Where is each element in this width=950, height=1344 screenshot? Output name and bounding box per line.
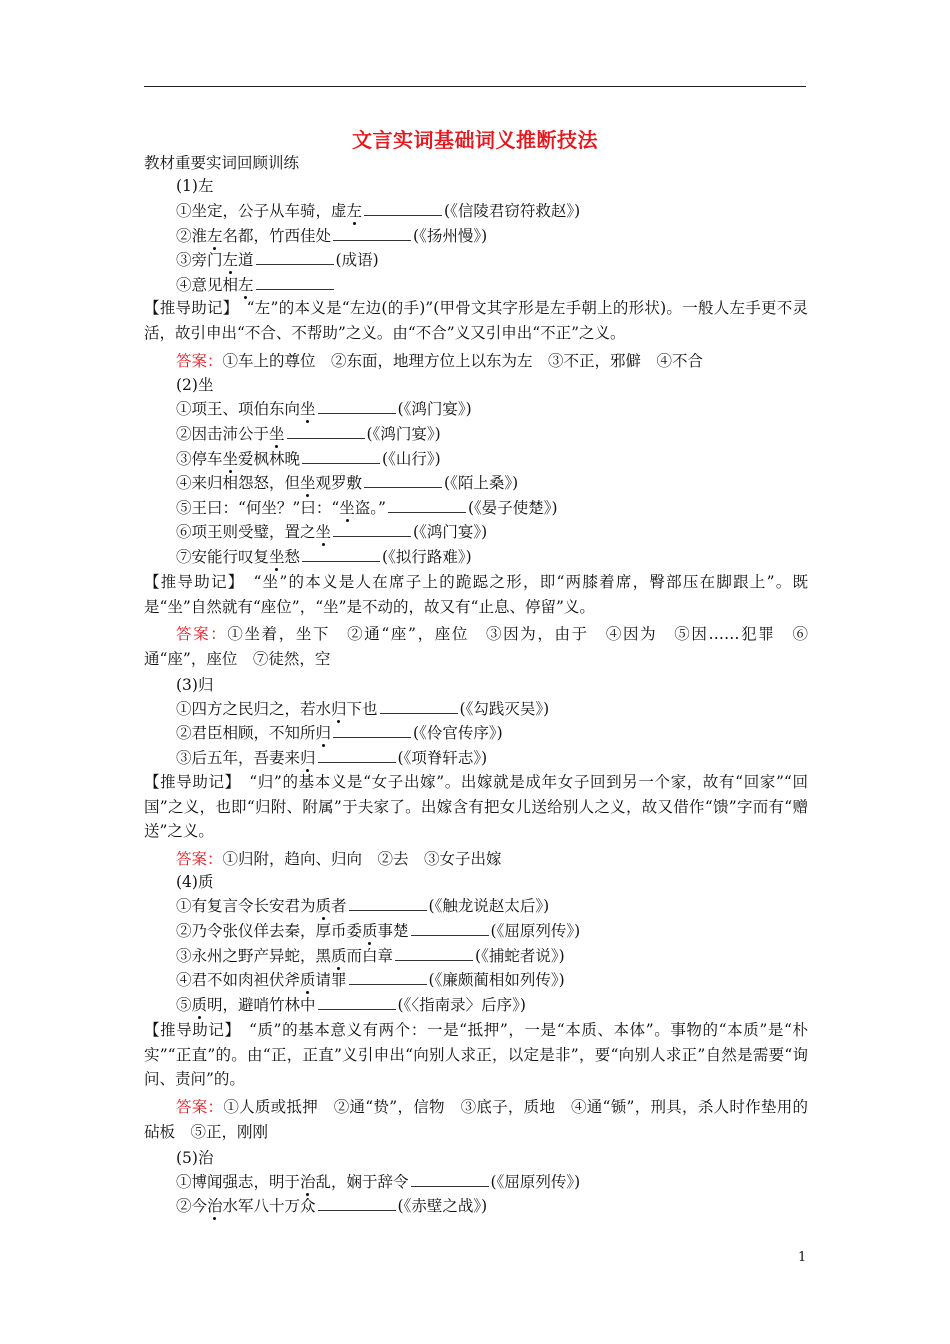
answer-blank[interactable]	[256, 275, 334, 290]
exercise-item	[176, 274, 336, 296]
item-source: (《鸿门宴》)	[413, 523, 488, 541]
item-text-after: 水军八十万众	[222, 1197, 316, 1215]
item-text: ②君臣相顾，不知所	[176, 724, 316, 742]
section-heading: (4)质	[176, 873, 214, 891]
item-text-after: 事楚	[377, 922, 409, 940]
item-source: (《赤壁之战》)	[397, 1197, 488, 1215]
emphasized-char: 质	[362, 922, 378, 940]
item-text: ⑤	[176, 996, 192, 1014]
item-source: (《屈原列传》)	[490, 922, 581, 940]
emphasized-char: 左	[238, 276, 254, 294]
item-source: (《拟行路难》)	[382, 548, 472, 566]
derivation-note	[144, 770, 808, 844]
emphasized-char: 质	[331, 947, 347, 965]
exercise-item	[176, 1171, 580, 1193]
answer-block	[144, 349, 808, 374]
answer-label: 答案：	[176, 1098, 224, 1116]
item-text-after: 乱，娴于辞令	[315, 1173, 409, 1191]
item-text-after: 请罪	[315, 971, 347, 989]
item-text-after: 者	[331, 897, 347, 915]
answer-blank[interactable]	[333, 723, 411, 738]
item-text: ③旁门	[176, 251, 223, 269]
exercise-item	[176, 423, 441, 445]
emphasized-char: 坐	[269, 548, 285, 566]
emphasized-char: 质	[191, 996, 208, 1014]
answer-label: 答案：	[176, 625, 228, 643]
emphasized-char: 坐	[339, 499, 355, 517]
emphasized-char: 质	[300, 971, 316, 989]
emphasized-char: 坐	[222, 450, 239, 468]
item-text: ①博闻强志，明于	[176, 1173, 301, 1191]
exercise-item	[176, 747, 487, 769]
item-text: ③停车	[176, 450, 223, 468]
item-text: ①项王、项伯东向	[176, 400, 301, 418]
item-source: (《触龙说赵太后》)	[428, 897, 550, 915]
note-label: 【推导助记】	[144, 573, 237, 591]
item-text-after: 愁	[284, 548, 301, 566]
answer-text: ①车上的尊位 ②东面，地理方位上以东为左 ③不正，邪僻 ④不合	[222, 352, 704, 370]
answer-label: 答案：	[176, 352, 223, 370]
section-heading: (3)归	[176, 676, 214, 694]
item-text: ⑤王曰：“何坐？”曰：“	[176, 499, 340, 517]
page-title: 文言实词基础词义推断技法	[352, 128, 598, 152]
answer-blank[interactable]	[318, 748, 396, 763]
item-text: ⑥项王则受璧，置之	[176, 523, 316, 541]
emphasized-char: 治	[207, 1197, 223, 1215]
emphasized-char: 左	[207, 227, 223, 245]
exercise-item	[176, 398, 472, 420]
emphasized-char: 坐	[269, 425, 285, 443]
note-text: “质”的基本意义有两个：一是“抵押”，一是“本质、本体”。事物的“本质”是“朴实”“正直”的。由“正，正直”义引申出“向别人求正，以定是非”，要“向别人求正”自然是需要“询问、责问”的。	[144, 1021, 808, 1088]
note-text: “坐”的本义是人在席子上的跪跽之形，即“两膝着席，臀部压在脚跟上”。既是“坐”自然就有“座位”，“坐”是不动的，故又有“止息、停留”义。	[144, 573, 808, 616]
answer-block	[144, 622, 808, 671]
answer-blank[interactable]	[318, 399, 396, 414]
answer-blank[interactable]	[349, 970, 427, 985]
answer-blank[interactable]	[411, 1172, 489, 1187]
exercise-item	[176, 521, 487, 543]
answer-block	[144, 847, 808, 872]
emphasized-char: 坐	[300, 400, 316, 418]
emphasized-char: 归	[300, 749, 316, 767]
derivation-note	[144, 296, 808, 345]
item-source: (《信陵君窃符救赵》)	[444, 202, 581, 220]
derivation-note	[144, 1018, 808, 1092]
note-text: “归”的基本义是“女子出嫁”。出嫁就是成年女子回到另一个家，故有“回家”“回国”之义，也即“归附、附属”于夫家了。出嫁含有把女儿送给别人之义，故又借作“馈”字而有“赠送”之义。	[144, 773, 808, 840]
answer-block	[144, 1095, 808, 1144]
exercise-item	[176, 994, 526, 1016]
answer-blank[interactable]	[364, 201, 442, 216]
item-text-after: 明，避哨竹林中	[207, 996, 316, 1014]
answer-blank[interactable]	[333, 226, 411, 241]
exercise-item	[176, 225, 487, 247]
page-number: 1	[798, 1250, 807, 1265]
item-source: (《伶官传序》)	[413, 724, 503, 742]
item-text: ④来归相怨怒，但	[176, 474, 301, 492]
derivation-note	[144, 570, 808, 619]
item-source: (《扬州慢》)	[413, 227, 488, 245]
answer-text: ①人质或抵押 ②通“贽”，信物 ③底子，质地 ④通“锧”，刑具，杀人时作垫用的砧板 ⑤正，刚刚	[144, 1098, 808, 1141]
answer-blank[interactable]	[302, 547, 380, 562]
item-source: (《陌上桑》)	[444, 474, 519, 492]
answer-blank[interactable]	[318, 1196, 396, 1211]
item-text-after: 而白章	[346, 947, 394, 965]
answer-blank[interactable]	[349, 896, 427, 911]
answer-blank[interactable]	[256, 250, 334, 265]
answer-blank[interactable]	[395, 946, 473, 961]
item-source: (成语)	[335, 251, 379, 269]
item-source: (《山行》)	[382, 450, 441, 468]
exercise-item	[176, 895, 549, 917]
item-text-after: 名都，竹西佳处	[222, 227, 332, 245]
answer-blank[interactable]	[302, 449, 380, 464]
answer-text: ①坐着，坐下 ②通“座”，座位 ③因为，由于 ④因为 ⑤因……犯罪 ⑥通“座”，座位 ⑦徒然，空	[144, 625, 808, 668]
item-source: (《屈原列传》)	[490, 1173, 581, 1191]
answer-text: ①归附，趋向、归向 ②去 ③女子出嫁	[222, 850, 502, 868]
item-text: ④君不如肉袒伏斧	[176, 971, 301, 989]
item-text: ②淮	[176, 227, 208, 245]
item-text-after: 道	[238, 251, 254, 269]
item-source: (《鸿门宴》)	[366, 425, 441, 443]
item-text-after: 观罗敷	[315, 474, 363, 492]
subtitle: 教材重要实词回顾训练	[144, 154, 300, 172]
note-label: 【推导助记】	[144, 773, 234, 791]
item-source: (《项脊轩志》)	[397, 749, 488, 767]
item-text: ①有复言令长安君为	[176, 897, 316, 915]
exercise-item	[176, 546, 472, 568]
answer-blank[interactable]	[380, 699, 458, 714]
exercise-item	[176, 472, 518, 494]
answer-label: 答案：	[176, 850, 223, 868]
answer-blank[interactable]	[333, 522, 411, 537]
item-source: (《廉颇蔺相如列传》)	[428, 971, 565, 989]
item-text: ⑦安能行叹复	[176, 548, 270, 566]
exercise-item	[176, 722, 503, 744]
section-heading: (1)左	[176, 177, 214, 195]
answer-blank[interactable]	[388, 498, 466, 513]
item-text-after: 盗。”	[354, 499, 386, 517]
exercise-item	[176, 698, 549, 720]
item-text: ②今	[176, 1197, 208, 1215]
emphasized-char: 归	[331, 700, 347, 718]
answer-blank[interactable]	[364, 473, 442, 488]
emphasized-char: 归	[315, 724, 332, 742]
item-source: (《晏子使楚》)	[467, 499, 558, 517]
emphasized-char: 左	[346, 202, 363, 220]
item-text: ④意见相	[176, 276, 239, 294]
answer-blank[interactable]	[318, 995, 396, 1010]
emphasized-char: 左	[222, 251, 239, 269]
exercise-item	[176, 1195, 487, 1217]
exercise-item	[176, 448, 441, 470]
exercise-item	[176, 249, 379, 271]
emphasized-char: 坐	[315, 523, 332, 541]
item-text-after: 爱枫林晚	[238, 450, 301, 468]
exercise-item	[176, 920, 580, 942]
exercise-item	[176, 945, 565, 967]
answer-blank[interactable]	[411, 921, 489, 936]
item-text: ③后五年，吾妻来	[176, 749, 301, 767]
answer-blank[interactable]	[287, 424, 365, 439]
emphasized-char: 坐	[300, 474, 316, 492]
note-label: 【推导助记】	[144, 1021, 233, 1039]
item-source: (《〈指南录〉后序》)	[397, 996, 526, 1014]
note-text: “左”的本义是“左边(的手)”(甲骨文其字形是左手朝上的形状)。一般人左手更不灵活，故引申出“不合、不帮助”之义。由“不合”义又引申出“不正”之义。	[144, 299, 808, 342]
section-heading: (2)坐	[176, 376, 214, 394]
emphasized-char: 治	[300, 1173, 316, 1191]
item-text: ②因击沛公于	[176, 425, 270, 443]
item-text-after: 下也	[346, 700, 378, 718]
section-heading: (5)治	[176, 1149, 214, 1167]
exercise-item	[176, 969, 565, 991]
exercise-item	[176, 200, 580, 222]
item-source: (《鸿门宴》)	[397, 400, 472, 418]
emphasized-char: 质	[315, 897, 332, 915]
item-text: ①四方之民归之，若水	[176, 700, 332, 718]
note-label: 【推导助记】	[144, 299, 231, 317]
item-source: (《勾践灭吴》)	[459, 700, 550, 718]
item-text: ①坐定，公子从车骑，虚	[176, 202, 347, 220]
item-text: ③永州之野产异蛇，黑	[176, 947, 332, 965]
item-source: (《捕蛇者说》)	[475, 947, 565, 965]
header-rule	[144, 86, 806, 87]
exercise-item	[176, 497, 558, 519]
item-text: ②乃令张仪佯去秦，厚币委	[176, 922, 363, 940]
